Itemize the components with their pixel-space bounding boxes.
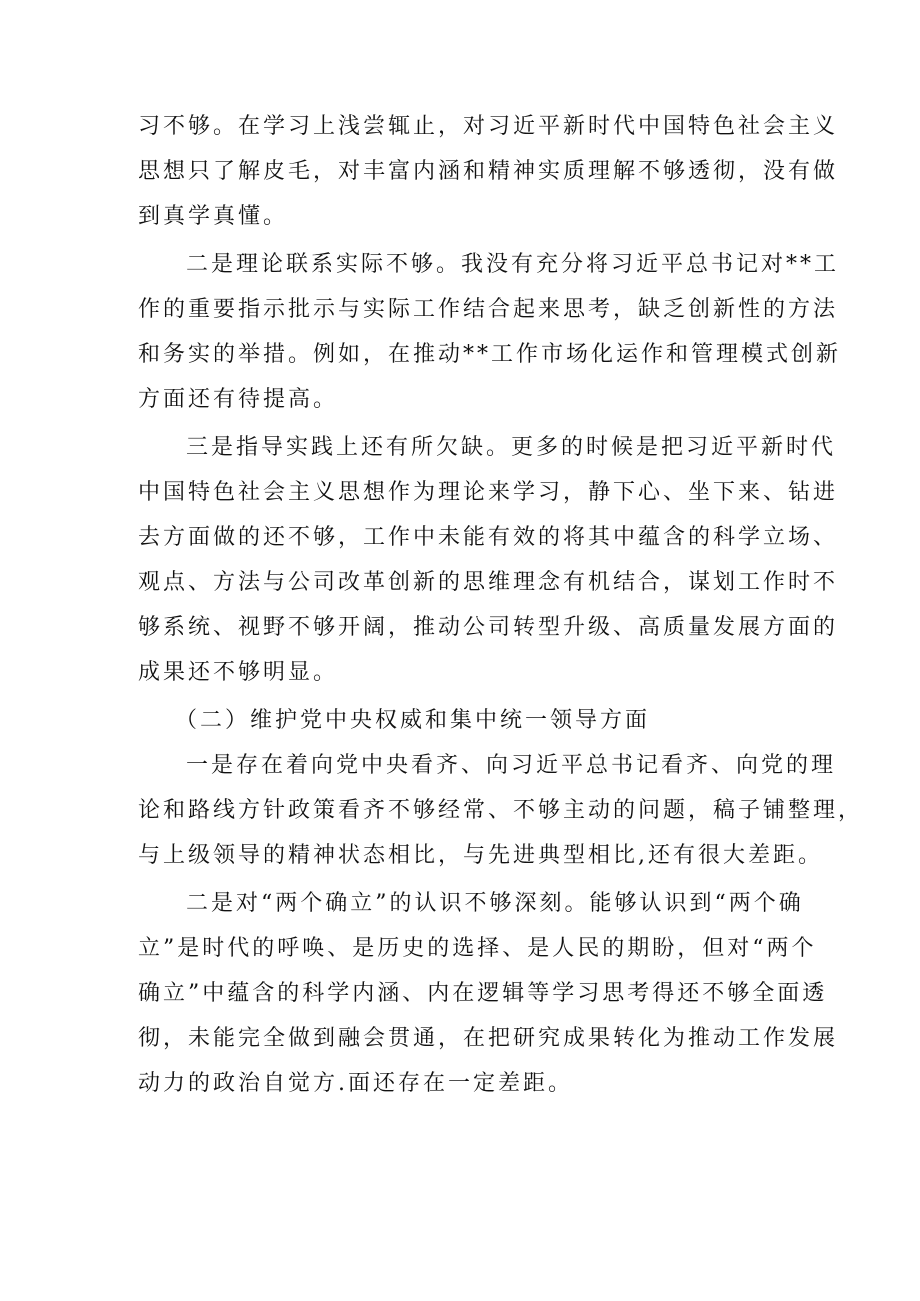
text-line: 够系统、视野不够开阔，推动公司转型升级、高质量发展方面的	[138, 615, 839, 640]
document-body	[138, 104, 864, 1106]
paragraph-2	[138, 242, 842, 422]
text-line: 成果还不够明显。	[138, 660, 339, 685]
text-line: 和务实的举措。例如，在推动**工作市场化运作和管理模式创新	[138, 342, 842, 367]
paragraph-1	[138, 104, 839, 239]
text-line: 到真学真懂。	[138, 204, 289, 229]
text-line: 与上级领导的精神状态相比，与先进典型相比,还有很大差距。	[138, 843, 823, 868]
text-line: 一是存在着向党中央看齐、向习近平总书记看齐、向党的理	[186, 753, 837, 778]
text-line: 作的重要指示批示与实际工作结合起来思考，缺乏创新性的方法	[138, 297, 839, 322]
text-line: 三是指导实践上还有所欠缺。更多的时候是把习近平新时代	[186, 435, 837, 460]
text-line: 习不够。在学习上浅尝辄止，对习近平新时代中国特色社会主义	[138, 114, 839, 139]
text-line: 动力的政治自觉方.面还存在一定差距。	[138, 1071, 573, 1096]
text-line: 二是对“两个确立”的认识不够深刻。能够认识到“两个确	[186, 891, 804, 916]
text-line: 彻，未能完全做到融会贯通，在把研究成果转化为推动工作发展	[138, 1026, 839, 1051]
text-line: 立”是时代的呼唤、是历史的选择、是人民的期盼，但对“两个	[138, 936, 817, 961]
text-line: 去方面做的还不够，工作中未能有效的将其中蕴含的科学立场、	[138, 525, 839, 550]
paragraph-4	[138, 743, 864, 878]
text-line: 思想只了解皮毛，对丰富内涵和精神实质理解不够透彻，没有做	[138, 159, 839, 184]
section-heading	[138, 698, 788, 743]
paragraph-3	[138, 425, 839, 695]
text-line: 中国特色社会主义思想作为理论来学习，静下心、坐下来、钻进	[138, 480, 839, 505]
text-line: 二是理论联系实际不够。我没有充分将习近平总书记对**工	[186, 252, 840, 277]
text-line: 方面还有待提高。	[138, 387, 339, 412]
text-line: 确立”中蕴含的科学内涵、内在逻辑等学习思考得还不够全面透	[138, 981, 828, 1006]
text-line: 观点、方法与公司改革创新的思维理念有机结合，谋划工作时不	[138, 570, 839, 595]
heading-text: （二）维护党中央权威和集中统一领导方面	[175, 708, 651, 733]
text-line: 论和路线方针政策看齐不够经常、不够主动的问题，稿子铺整理，	[138, 798, 864, 823]
paragraph-5	[138, 881, 839, 1106]
